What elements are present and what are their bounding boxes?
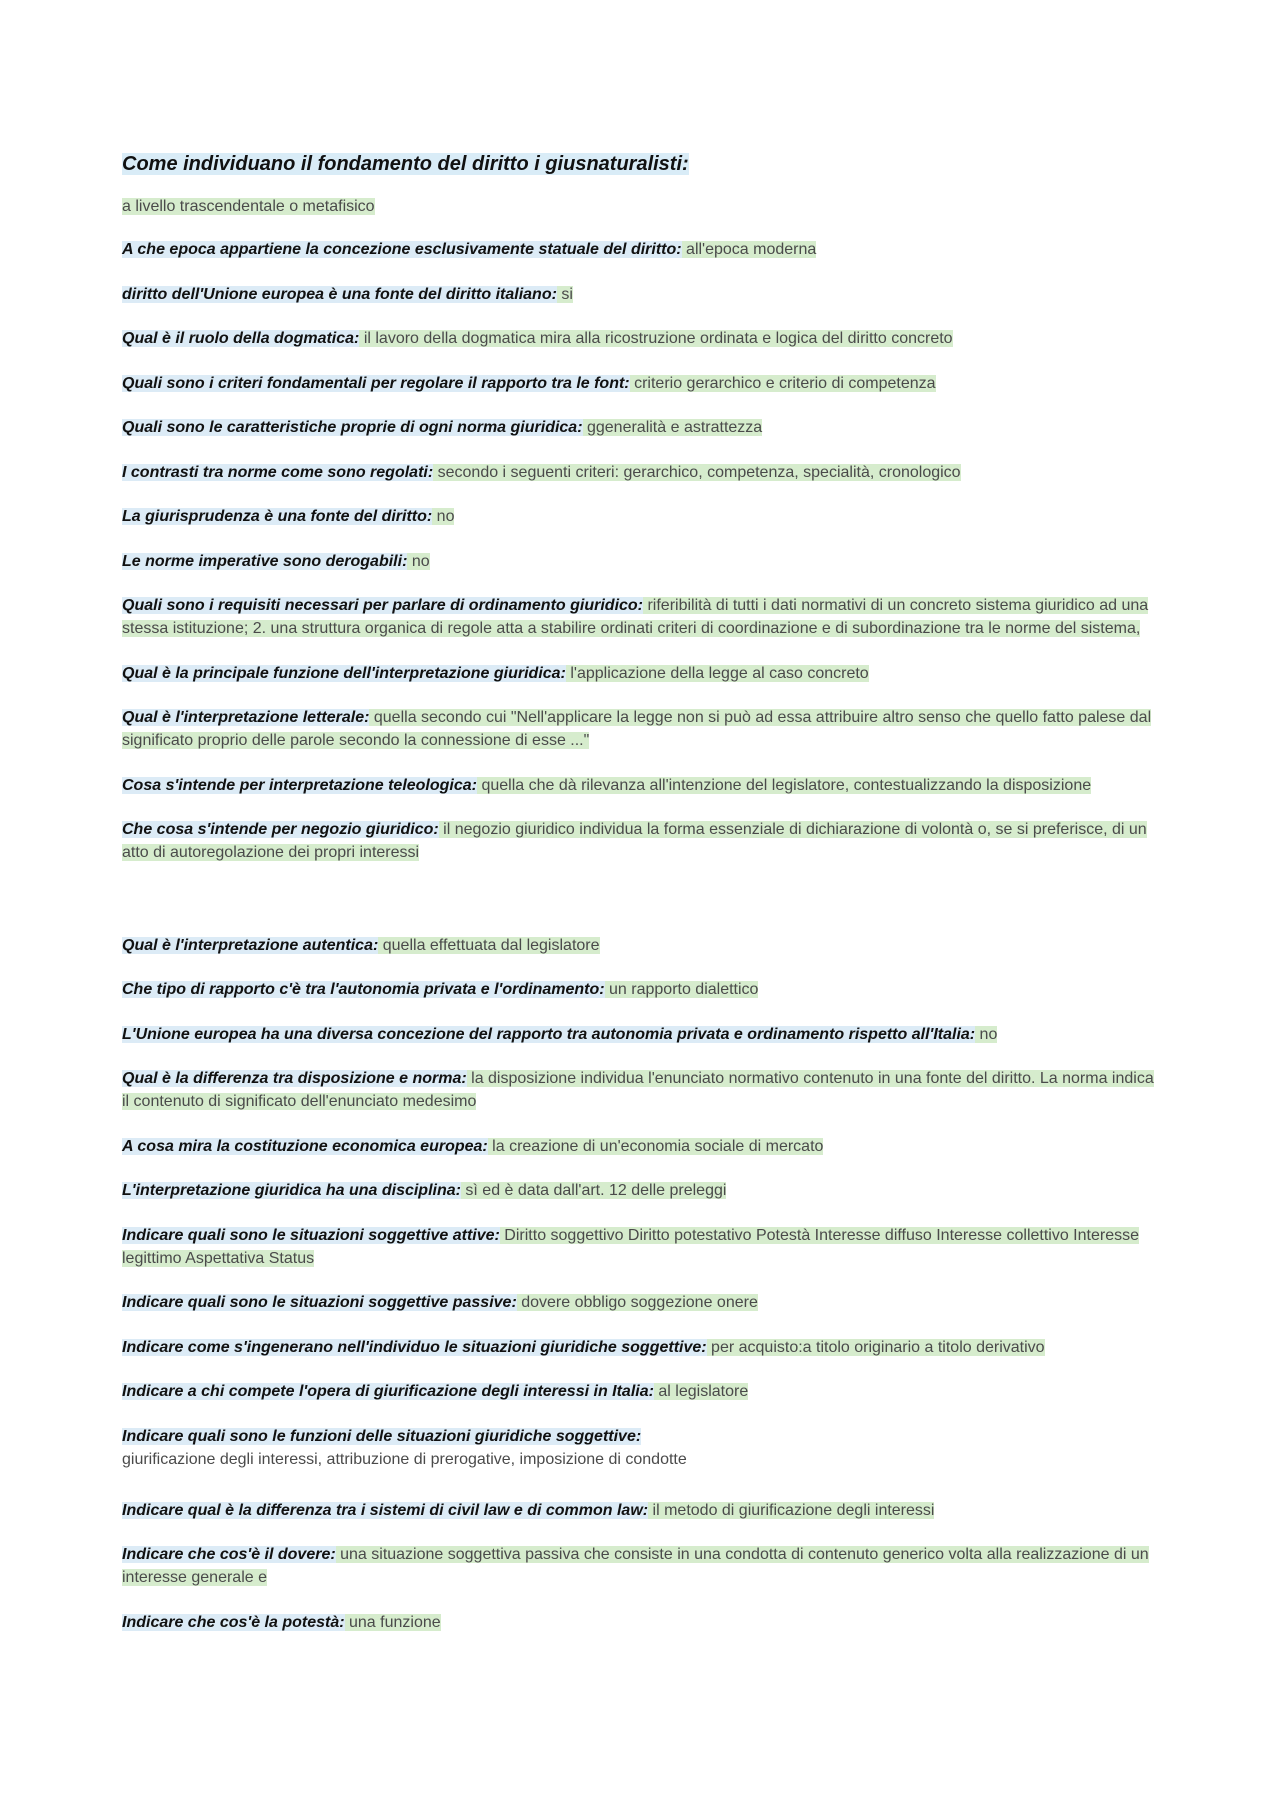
question-text: Qual è il ruolo della dogmatica: [122, 330, 360, 347]
question-text: Indicare come s'ingenerano nell'individuo le situazioni giuridiche soggettive: [122, 1338, 707, 1356]
qa-item [122, 505, 1162, 528]
page-title [122, 150, 1162, 178]
document-page [122, 150, 1162, 1655]
question-text: Indicare qual è la differenza tra i sistemi di civil law e di common law: [122, 1501, 649, 1519]
qa-item [122, 1336, 1162, 1359]
answer-text: no [975, 1025, 998, 1043]
qa-item [122, 662, 1162, 685]
qa-item [122, 1543, 1162, 1589]
answer-text: criterio gerarchico e criterio di competenza [629, 374, 936, 392]
answer-text: a livello trascendentale o metafisico [122, 198, 375, 215]
qa-item [122, 550, 1162, 573]
answer-text: al legislatore [653, 1383, 749, 1400]
answer-text: no [407, 552, 430, 570]
question-text: Cosa s'intende per interpretazione teleologica: [122, 776, 477, 794]
qa-item [122, 706, 1162, 752]
qa-item [122, 978, 1162, 1001]
answer-text: il metodo di giurificazione degli interessi [648, 1501, 935, 1519]
first-answer [122, 196, 1162, 218]
answer-text: riferibilità di tutti i dati normativi di un concreto sistema giuridico ad una stessa istituzione; 2. una struttura organica di regole atta a stabilire ordinati criteri di coordinazione e di subordinazione tra le norme del sistema, [122, 597, 1149, 637]
answer-text: il negozio giuridico individua la forma essenziale di dichiarazione di volontà o, se si preferisce, di un atto di autoregolazione dei propri interessi [122, 821, 1147, 861]
answer-text: si [556, 285, 573, 303]
answer-text: l'applicazione della legge al caso concreto [565, 664, 869, 682]
qa-item [122, 818, 1162, 864]
answer-text: no [432, 508, 455, 525]
answer-text: una funzione [344, 1613, 441, 1631]
title-text: Come individuano il fondamento del diritto i giusnaturalisti: [122, 153, 689, 175]
qa-item [122, 461, 1162, 484]
question-text: Indicare a chi compete l'opera di giurificazione degli interessi in Italia: [122, 1383, 654, 1400]
qa-item [122, 1499, 1162, 1522]
qa-item [122, 594, 1162, 640]
question-text: Quali sono le caratteristiche proprie di ogni norma giuridica: [122, 419, 583, 436]
question-text: Che tipo di rapporto c'è tra l'autonomia privata e l'ordinamento: [122, 981, 605, 998]
answer-text: Diritto soggettivo Diritto potestativo Potestà Interesse diffuso Interesse collettivo Interesse legittimo Aspettativa Status [122, 1226, 1139, 1267]
section-gap [122, 886, 1162, 934]
question-text: Indicare quali sono le situazioni soggettive attive: [122, 1226, 500, 1244]
answer-text: giurificazione degli interessi, attribuzione di prerogative, imposizione di condotte [122, 1450, 687, 1468]
qa-item [122, 238, 1162, 261]
answer-text: il lavoro della dogmatica mira alla ricostruzione ordinata e logica del diritto concreto [359, 330, 953, 347]
answer-text: ggeneralità e astrattezza [582, 419, 763, 436]
answer-text: secondo i seguenti criteri: gerarchico, competenza, specialità, cronologico [433, 463, 961, 481]
answer-text: quella che dà rilevanza all'intenzione del legislatore, contestualizzando la disposizione [477, 776, 1092, 794]
question-text: Qual è l'interpretazione autentica: [122, 936, 379, 954]
answer-text: quella effettuata dal legislatore [378, 936, 600, 954]
answer-text: la disposizione individua l'enunciato normativo contenuto in una fonte del diritto. La norma indica il contenuto di significato dell'enunciato medesimo [122, 1070, 1154, 1110]
qa-item [122, 1291, 1162, 1314]
answer-text: una situazione soggettiva passiva che consiste in una condotta di contenuto generico volta alla realizzazione di un interesse generale e [122, 1546, 1149, 1586]
qa-item [122, 327, 1162, 350]
question-text: A che epoca appartiene la concezione esclusivamente statuale del diritto: [122, 241, 682, 258]
question-text: Indicare che cos'è la potestà: [122, 1613, 345, 1631]
answer-text: per acquisto:a titolo originario a titolo derivativo [706, 1338, 1045, 1356]
answer-text: un rapporto dialettico [604, 981, 759, 998]
answer-text: quella secondo cui "Nell'applicare la legge non si può ad essa attribuire altro senso che quello fatto palese dal significato proprio delle parole secondo la connessione di esse ..." [122, 709, 1152, 749]
question-text: Indicare che cos'è il dovere: [122, 1546, 336, 1563]
qa-item [122, 1611, 1162, 1634]
qa-item [122, 416, 1162, 439]
qa-item [122, 1179, 1162, 1202]
qa-item [122, 283, 1162, 306]
question-text: Indicare quali sono le situazioni soggettive passive: [122, 1294, 517, 1311]
answer-text: dovere obbligo soggezione onere [516, 1294, 758, 1311]
question-text: Qual è la differenza tra disposizione e norma: [122, 1070, 467, 1087]
qa-item [122, 934, 1162, 957]
question-text: Che cosa s'intende per negozio giuridico: [122, 821, 439, 838]
answer-text: sì ed è data dall'art. 12 delle preleggi [460, 1182, 727, 1199]
qa-item [122, 774, 1162, 797]
question-text: Le norme imperative sono derogabili: [122, 552, 408, 570]
qa-item-special [122, 1425, 1162, 1471]
qa-item [122, 1067, 1162, 1113]
question-text: I contrasti tra norme come sono regolati: [122, 463, 434, 481]
question-text: Indicare quali sono le funzioni delle situazioni giuridiche soggettive: [122, 1427, 642, 1445]
qa-item [122, 372, 1162, 395]
question-text: Quali sono i criteri fondamentali per regolare il rapporto tra le font: [122, 374, 630, 392]
question-text: A cosa mira la costituzione economica europea: [122, 1137, 488, 1155]
qa-item [122, 1380, 1162, 1403]
answer-text: la creazione di un'economia sociale di mercato [487, 1137, 824, 1155]
question-text: Quali sono i requisiti necessari per parlare di ordinamento giuridico: [122, 597, 644, 614]
question-text: diritto dell'Unione europea è una fonte del diritto italiano: [122, 285, 557, 303]
question-text: L'Unione europea ha una diversa concezione del rapporto tra autonomia privata e ordinamento rispetto all'Italia: [122, 1025, 976, 1043]
qa-item [122, 1224, 1162, 1270]
question-text: La giurisprudenza è una fonte del diritto: [122, 508, 433, 525]
qa-item [122, 1023, 1162, 1046]
question-text: L'interpretazione giuridica ha una disciplina: [122, 1182, 461, 1199]
question-text: Qual è l'interpretazione letterale: [122, 709, 370, 726]
question-text: Qual è la principale funzione dell'interpretazione giuridica: [122, 664, 566, 682]
qa-item [122, 1135, 1162, 1158]
answer-text: all'epoca moderna [681, 241, 817, 258]
